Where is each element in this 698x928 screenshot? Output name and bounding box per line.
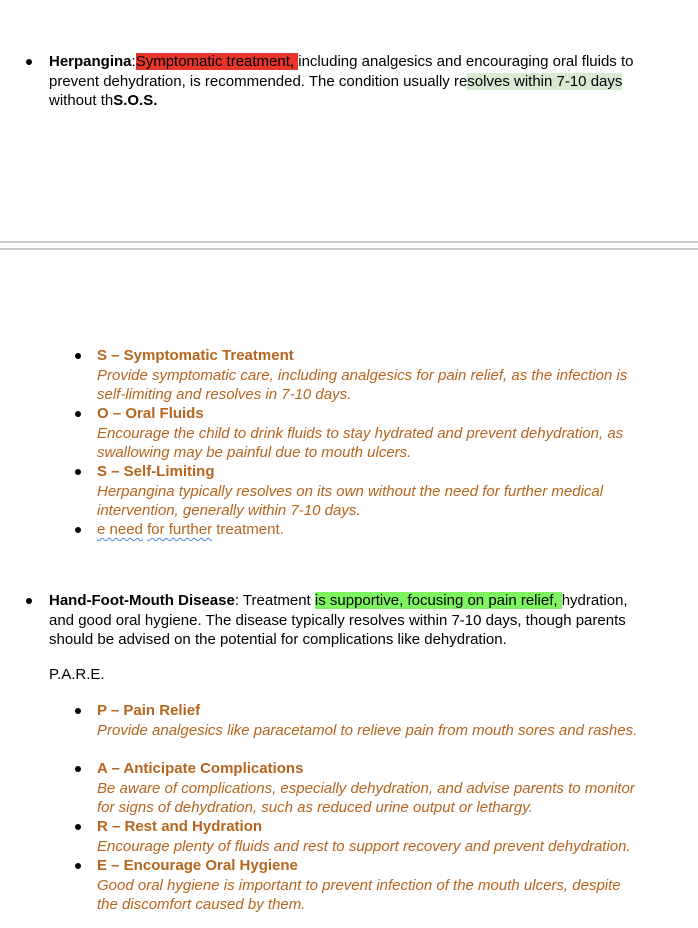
stray-fragment: e need for further treatment.: [97, 521, 284, 538]
bullet-herpangina: [26, 59, 32, 65]
spellcheck-word[interactable]: for further: [147, 521, 213, 538]
pare-item-r: R – Rest and Hydration Encourage plenty of fluids and rest to support recovery and prevent dehydration.: [97, 818, 631, 855]
bullet: [75, 824, 81, 830]
pare-item-e: E – Encourage Oral Hygiene Good oral hygiene is important to prevent infection of the mouth ulcers, despite the discomfort caused by them.: [97, 857, 621, 913]
light-green-highlight: solves within 7-10 days: [467, 72, 623, 90]
herpangina-paragraph: Herpangina:Symptomatic treatment, including analgesics and encouraging oral fluids to prevent dehydration, is recommended. The condition usually resolves within 7-10 days without thS.O.S.: [49, 53, 634, 109]
green-highlight: is supportive, focusing on pain relief,: [314, 592, 562, 609]
sos-item-s2: S – Self-Limiting Herpangina typically resolves on its own without the need for further medical intervention, generally within 7-10 days.: [97, 463, 604, 519]
bullet: [75, 411, 81, 417]
bullet: [75, 708, 81, 714]
bullet: [75, 766, 81, 772]
herpangina-term: Herpangina: [49, 53, 132, 70]
page-break-line-top: [0, 241, 698, 243]
page-break-line-bottom: [0, 248, 698, 250]
pare-item-a: A – Anticipate Complications Be aware of complications, especially dehydration, and advise parents to monitor for signs of dehydration, such as reduced urine output or lethargy.: [97, 760, 635, 816]
pare-label: P.A.R.E.: [49, 666, 105, 683]
sos-mnemonic: S.O.S.: [113, 92, 158, 109]
red-highlight: Symptomatic treatment,: [135, 53, 299, 70]
sos-item-s1: S – Symptomatic Treatment Provide symptomatic care, including analgesics for pain relief, as the infection is self-limiting and resolves in 7-10 days.: [97, 347, 628, 403]
bullet: [75, 527, 81, 533]
bullet-hfmd: [26, 598, 32, 604]
hfmd-paragraph: Hand-Foot-Mouth Disease: Treatment is supportive, focusing on pain relief, hydration, and good oral hygiene. The disease typically resolves within 7-10 days, though parents should be advised on the potential for complications like dehydration.: [49, 592, 628, 648]
sos-item-o: O – Oral Fluids Encourage the child to drink fluids to stay hydrated and prevent dehydration, as swallowing may be painful due to mouth ulcers.: [97, 405, 624, 461]
bullet: [75, 469, 81, 475]
bullet: [75, 353, 81, 359]
bullet: [75, 863, 81, 869]
spellcheck-word[interactable]: e need: [97, 521, 143, 538]
hfmd-term: Hand-Foot-Mouth Disease: [49, 592, 235, 609]
pare-item-p: P – Pain Relief Provide analgesics like paracetamol to relieve pain from mouth sores and rashes.: [97, 702, 638, 739]
